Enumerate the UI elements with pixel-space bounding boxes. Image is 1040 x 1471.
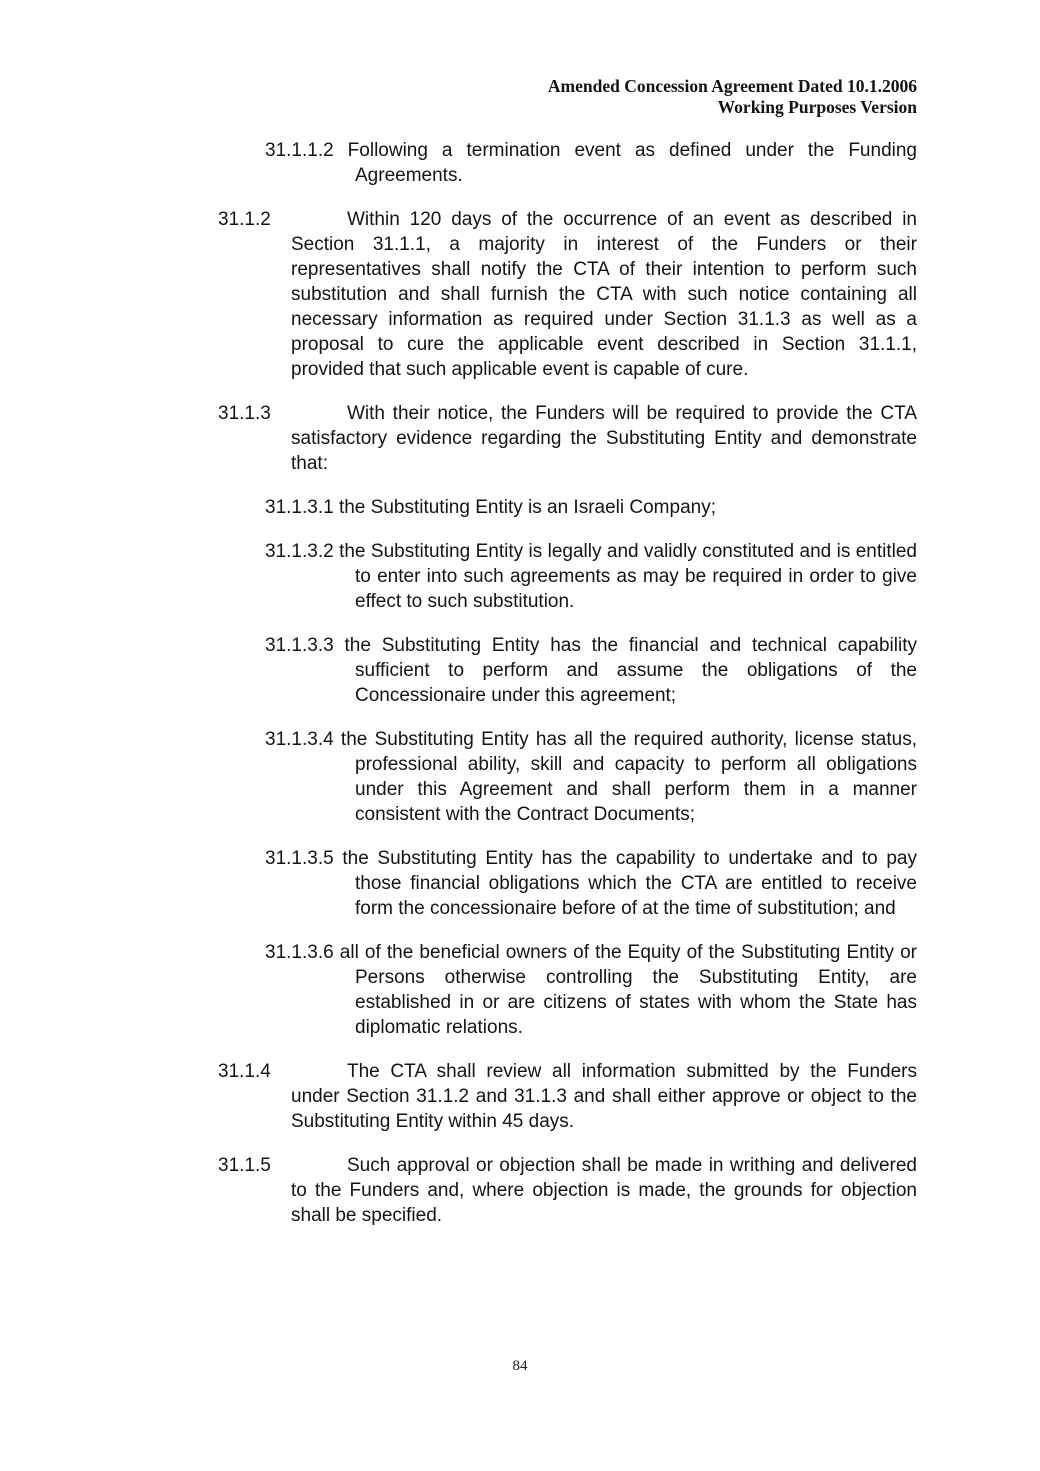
document-header xyxy=(0,76,917,118)
clause-31-1-2 xyxy=(218,207,917,382)
clause-31-1-3-2 xyxy=(265,539,917,614)
clause-31-1-4 xyxy=(218,1059,917,1134)
clause-number: 31.1.3.4 xyxy=(265,729,334,750)
clause-number: 31.1.3.5 xyxy=(265,848,334,869)
document-body xyxy=(0,138,1040,1247)
clause-text: the Substituting Entity is legally and validly constituted and is entitled to enter into such agreements as may be required in order to give effect to such substitution. xyxy=(339,541,917,612)
clause-31-1-5 xyxy=(218,1153,917,1228)
clause-text: the Substituting Entity has all the required authority, license status, professional ability, skill and capacity to perform all obligations under this Agreement and shall perform them in a manner consistent with the Contract Documents; xyxy=(340,729,917,825)
clause-number: 31.1.3.3 xyxy=(265,635,334,656)
clause-text: the Substituting Entity has the capability to undertake and to pay those financial obligations which the CTA are entitled to receive form the concessionaire before of at the time of substitution; and xyxy=(342,848,918,919)
clause-number: 31.1.5 xyxy=(218,1155,271,1176)
header-line-1: Amended Concession Agreement Dated 10.1.2006 xyxy=(547,76,917,96)
clause-text: all of the beneficial owners of the Equity of the Substituting Entity or Persons otherwise controlling the Substituting Entity, are established in or are citizens of states with whom the State has diplomatic relations. xyxy=(339,942,917,1038)
clause-text: the Substituting Entity has the financial and technical capability sufficient to perform and assume the obligations of the Concessionaire under this agreement; xyxy=(344,635,917,706)
clause-31-1-3-5 xyxy=(265,846,918,921)
clause-31-1-3-4 xyxy=(265,727,917,827)
clause-number: 31.1.3 xyxy=(218,403,271,424)
header-line-2: Working Purposes Version xyxy=(717,97,917,117)
clause-number: 31.1.3.2 xyxy=(265,541,334,562)
clause-number: 31.1.2 xyxy=(218,209,271,230)
clause-text: the Substituting Entity is an Israeli Company; xyxy=(338,497,716,518)
clause-number: 31.1.3.1 xyxy=(265,497,334,518)
clause-31-1-3-1 xyxy=(265,495,917,520)
clause-text: Such approval or objection shall be made in writhing and delivered to the Funders and, where objection is made, the grounds for objection shall be specified. xyxy=(291,1155,917,1226)
clause-number: 31.1.4 xyxy=(218,1061,271,1082)
clause-number: 31.1.3.6 xyxy=(265,942,334,963)
clause-31-1-3-6 xyxy=(265,940,917,1040)
clause-31-1-1-2 xyxy=(265,138,917,188)
clause-text: With their notice, the Funders will be required to provide the CTA satisfactory evidence regarding the Substituting Entity and demonstrate that: xyxy=(291,403,917,474)
clause-text: Following a termination event as defined under the Funding Agreements. xyxy=(347,140,917,186)
clause-text: The CTA shall review all information submitted by the Funders under Section 31.1.2 and 31.1.3 and shall either approve or object to the Substituting Entity within 45 days. xyxy=(291,1061,917,1132)
clause-31-1-3-3 xyxy=(265,633,917,708)
clause-31-1-3 xyxy=(218,401,917,476)
clause-number: 31.1.1.2 xyxy=(265,140,334,161)
page-number: 84 xyxy=(512,1358,528,1374)
clause-text: Within 120 days of the occurrence of an event as described in Section 31.1.1, a majority in interest of the Funders or their representatives shall notify the CTA of their intention to perform such substitution and shall furnish the CTA with such notice containing all necessary information as required under Section 31.1.3 as well as a proposal to cure the applicable event described in Section 31.1.1, provided that such applicable event is capable of cure. xyxy=(291,209,917,380)
